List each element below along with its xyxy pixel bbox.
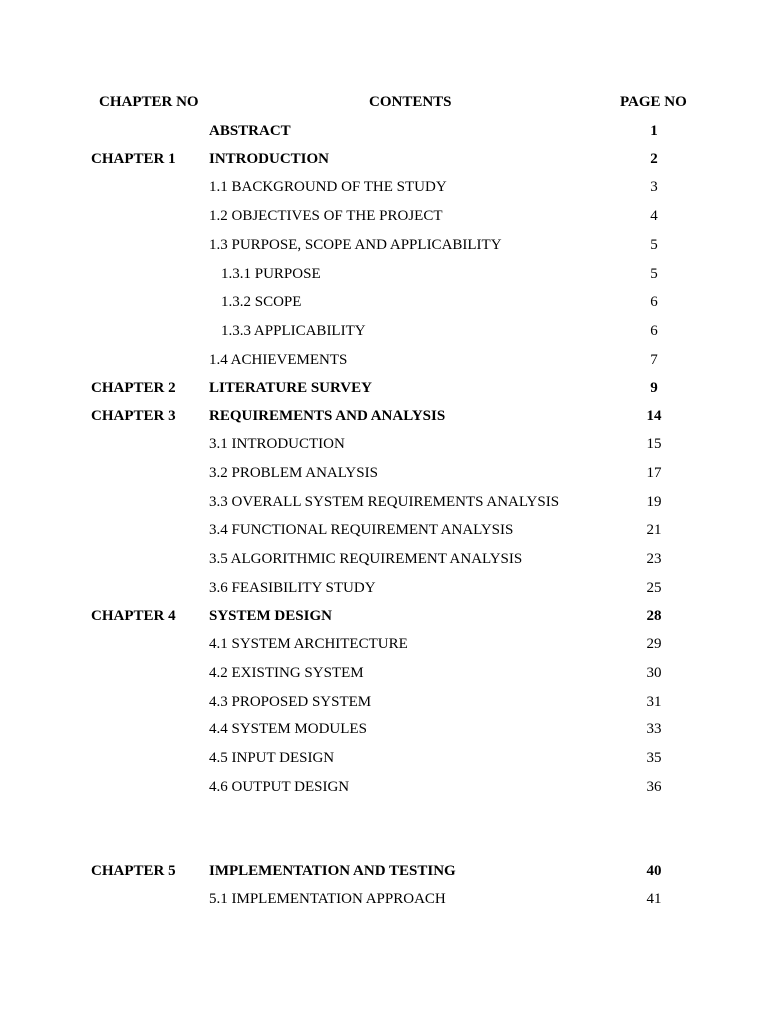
toc-entry [0,519,768,541]
toc-entry [0,776,768,798]
toc-entry-title: 4.4 SYSTEM MODULES [209,721,367,737]
toc-entry-title: 4.1 SYSTEM ARCHITECTURE [209,636,408,652]
toc-entry [0,577,768,599]
toc-page-number: 4 [650,208,658,224]
toc-page-number: 28 [646,608,662,624]
toc-entry [0,860,768,882]
toc-entry [0,291,768,313]
toc-page-number: 36 [646,779,662,795]
toc-page-number: 23 [646,551,662,567]
toc-chapter-label: CHAPTER 2 [91,380,176,396]
toc-page-number: 7 [650,352,658,368]
toc-page-number: 33 [646,721,662,737]
toc-entry [0,718,768,740]
toc-entry [0,433,768,455]
toc-entry [0,234,768,256]
toc-entry-title: 3.6 FEASIBILITY STUDY [209,580,376,596]
toc-page-number: 41 [646,891,662,907]
toc-entry-title: 1.3 PURPOSE, SCOPE AND APPLICABILITY [209,237,502,253]
toc-entry [0,120,768,142]
contents-header: CONTENTS [369,94,452,110]
toc-entry-title: 3.4 FUNCTIONAL REQUIREMENT ANALYSIS [209,522,514,538]
toc-entry [0,148,768,170]
toc-entry-title: 1.2 OBJECTIVES OF THE PROJECT [209,208,443,224]
toc-entry [0,605,768,627]
toc-entry-title: 3.3 OVERALL SYSTEM REQUIREMENTS ANALYSIS [209,494,560,510]
toc-entry-title: 1.3.3 APPLICABILITY [221,323,366,339]
toc-page-number: 6 [650,323,658,339]
toc-entry-title: 4.6 OUTPUT DESIGN [209,779,350,795]
toc-page-number: 21 [646,522,662,538]
toc-entry-title: 4.5 INPUT DESIGN [209,750,335,766]
toc-entry-title: IMPLEMENTATION AND TESTING [209,863,456,879]
toc-entry-title: 4.3 PROPOSED SYSTEM [209,694,372,710]
chapter-no-header: CHAPTER NO [99,94,199,110]
toc-page-number: 5 [650,237,658,253]
toc-entry [0,747,768,769]
toc-entry [0,176,768,198]
toc-page-number: 9 [650,380,658,396]
toc-page-number: 14 [646,408,662,424]
toc-entry-title: 3.2 PROBLEM ANALYSIS [209,465,378,481]
toc-chapter-label: CHAPTER 3 [91,408,176,424]
page-no-header: PAGE NO [620,94,687,110]
toc-entry-title: LITERATURE SURVEY [209,380,372,396]
toc-entry [0,462,768,484]
toc-entry-title: SYSTEM DESIGN [209,608,332,624]
toc-page-number: 1 [650,123,658,139]
toc-entry [0,205,768,227]
toc-page-number: 25 [646,580,662,596]
toc-entry-title: 3.5 ALGORITHMIC REQUIREMENT ANALYSIS [209,551,523,567]
toc-entry [0,320,768,342]
toc-entry [0,633,768,655]
toc-page-number: 29 [646,636,662,652]
toc-chapter-label: CHAPTER 1 [91,151,176,167]
toc-page-number: 35 [646,750,662,766]
toc-entry-title: REQUIREMENTS AND ANALYSIS [209,408,446,424]
toc-entry-title: ABSTRACT [209,123,291,139]
toc-entry-title: 1.3.1 PURPOSE [221,266,321,282]
toc-page-number: 31 [646,694,662,710]
toc-page-number: 17 [646,465,662,481]
toc-page-number: 15 [646,436,662,452]
toc-entry [0,691,768,713]
toc-page-number: 5 [650,266,658,282]
toc-entry-title: 1.1 BACKGROUND OF THE STUDY [209,179,447,195]
toc-entry [0,888,768,910]
toc-entry-title: 5.1 IMPLEMENTATION APPROACH [209,891,446,907]
toc-chapter-label: CHAPTER 4 [91,608,176,624]
toc-page-number: 19 [646,494,662,510]
toc-page-number: 3 [650,179,658,195]
toc-entry-title: 1.4 ACHIEVEMENTS [209,352,348,368]
toc-page-number: 2 [650,151,658,167]
toc-entry [0,377,768,399]
toc-entry-title: 1.3.2 SCOPE [221,294,302,310]
toc-page-number: 6 [650,294,658,310]
toc-entry-title: 3.1 INTRODUCTION [209,436,345,452]
toc-header [0,91,768,113]
toc-page-number: 40 [646,863,662,879]
toc-chapter-label: CHAPTER 5 [91,863,176,879]
toc-entry [0,349,768,371]
toc-entry [0,491,768,513]
toc-entry-title: INTRODUCTION [209,151,330,167]
toc-entry [0,405,768,427]
toc-entry [0,263,768,285]
toc-entry-title: 4.2 EXISTING SYSTEM [209,665,364,681]
toc-entry [0,662,768,684]
toc-page-number: 30 [646,665,662,681]
toc-entry [0,548,768,570]
